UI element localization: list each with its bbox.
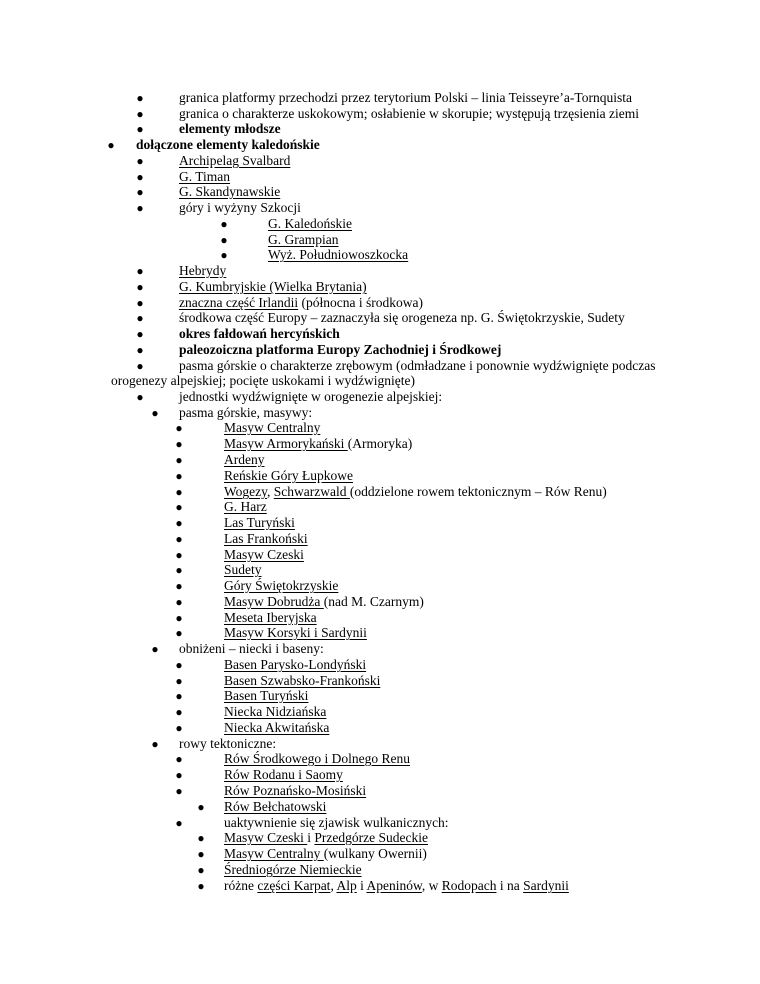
link-text[interactable]: Wyż. Południowoszkocka [268, 247, 409, 262]
list-item [179, 326, 340, 342]
list-item [179, 90, 632, 106]
item-text: (północna i środkowa) [298, 295, 424, 310]
bullet-icon: ● [175, 548, 183, 562]
bullet-icon: ● [197, 800, 205, 814]
bullet-icon: ● [220, 217, 228, 231]
list-item [179, 641, 324, 657]
list-item [179, 106, 639, 122]
link-text[interactable]: Basen Szwabsko-Frankoński [224, 673, 381, 688]
bullet-icon: ● [136, 154, 144, 168]
item-text: i [356, 878, 367, 893]
list-item [268, 216, 352, 232]
list-item [224, 562, 262, 578]
bullet-icon: ● [197, 831, 205, 845]
link-text[interactable]: G. Kaledońskie [268, 216, 352, 231]
bullet-icon: ● [175, 721, 183, 735]
item-text: okres fałdowań hercyńskich [179, 326, 340, 341]
link-text[interactable]: Basen Turyński [224, 688, 309, 703]
bullet-icon: ● [175, 485, 183, 499]
bullet-icon: ● [151, 406, 159, 420]
bullet-icon: ● [175, 421, 183, 435]
item-text: góry i wyżyny Szkocji [179, 200, 301, 215]
link-text[interactable]: Rodopach [441, 878, 497, 893]
bullet-icon: ● [175, 626, 183, 640]
list-item [179, 169, 230, 185]
link-text[interactable]: Ardeny [224, 452, 265, 467]
link-text[interactable]: Archipelag Svalbard [179, 153, 291, 168]
list-item [179, 310, 625, 326]
item-text: elementy młodsze [179, 121, 281, 136]
bullet-icon: ● [136, 107, 144, 121]
link-text[interactable]: Hebrydy [179, 263, 227, 278]
item-text: granica platformy przechodzi przez terytorium Polski – linia Teisseyre’a-Tornquista [179, 90, 632, 105]
bullet-icon: ● [136, 170, 144, 184]
item-text: paleozoiczna platforma Europy Zachodniej i Środkowej [179, 342, 502, 357]
bullet-icon: ● [175, 816, 183, 830]
link-text[interactable]: Masyw Czeski [224, 830, 308, 845]
bullet-icon: ● [175, 437, 183, 451]
item-text: , [330, 878, 337, 893]
link-text[interactable]: Apeninów [366, 878, 422, 893]
list-item [224, 688, 308, 704]
bullet-icon: ● [175, 705, 183, 719]
list-item [111, 373, 415, 389]
link-text[interactable]: G. Timan [179, 169, 231, 184]
list-item [224, 783, 366, 799]
bullet-icon: ● [136, 311, 144, 325]
bullet-icon: ● [107, 138, 115, 152]
list-item [224, 610, 317, 626]
item-text: pasma górskie o charakterze zrębowym (odmładzane i ponownie wydźwignięte podczas [179, 358, 656, 373]
bullet-icon: ● [136, 343, 144, 357]
list-item [179, 121, 281, 137]
list-item [179, 405, 312, 421]
bullet-icon: ● [175, 768, 183, 782]
bullet-icon: ● [136, 185, 144, 199]
link-text[interactable]: Wogezy [224, 484, 268, 499]
list-item [224, 830, 428, 846]
list-item [224, 862, 362, 878]
bullet-icon: ● [175, 579, 183, 593]
item-text: (Armoryka) [347, 436, 413, 451]
item-text: uaktywnienie się zjawisk wulkanicznych: [224, 815, 449, 830]
list-item [224, 420, 320, 436]
list-item [224, 484, 607, 500]
link-text[interactable]: Reńskie Góry Łupkowe [224, 468, 353, 483]
list-item [224, 515, 295, 531]
link-text[interactable]: Średniogórze Niemieckie [224, 862, 362, 877]
bullet-icon: ● [175, 563, 183, 577]
bullet-icon: ● [136, 280, 144, 294]
item-text: , [267, 484, 274, 499]
link-text[interactable]: Masyw Centralny [224, 420, 321, 435]
bullet-icon: ● [220, 248, 228, 262]
link-text[interactable]: Przedgórze Sudeckie [314, 830, 428, 845]
list-item [179, 358, 655, 374]
list-item [224, 594, 424, 610]
bullet-icon: ● [197, 879, 205, 893]
item-text: dołączone elementy kaledońskie [136, 137, 320, 152]
bullet-icon: ● [136, 264, 144, 278]
link-text[interactable]: Las Turyński [224, 515, 295, 530]
link-text[interactable]: Niecka Nidziańska [224, 704, 327, 719]
bullet-icon: ● [175, 532, 183, 546]
bullet-icon: ● [136, 296, 144, 310]
list-item [224, 815, 449, 831]
bullet-icon: ● [175, 674, 183, 688]
item-text: pasma górskie, masywy: [179, 405, 313, 420]
list-item [224, 578, 338, 594]
link-text[interactable]: G. Grampian [268, 232, 339, 247]
link-text[interactable]: Schwarzwald [273, 484, 350, 499]
link-text[interactable]: Rów Poznańsko-Mosiński [224, 783, 367, 798]
link-text[interactable]: znaczna część Irlandii [179, 295, 299, 310]
list-item [179, 200, 301, 216]
bullet-icon: ● [175, 469, 183, 483]
list-item [224, 625, 367, 641]
item-text: rowy tektoniczne: [179, 736, 277, 751]
link-text[interactable]: Rów Bełchatowski [224, 799, 327, 814]
bullet-icon: ● [136, 359, 144, 373]
list-item [224, 751, 410, 767]
bullet-icon: ● [175, 516, 183, 530]
bullet-icon: ● [175, 611, 183, 625]
item-text: i na [496, 878, 524, 893]
bullet-icon: ● [175, 658, 183, 672]
link-text[interactable]: Masyw Czeski [224, 547, 304, 562]
list-item [179, 295, 423, 311]
list-item [224, 878, 569, 894]
list-item [224, 468, 353, 484]
link-text[interactable]: G. Skandynawskie [179, 184, 281, 199]
bullet-icon: ● [136, 390, 144, 404]
link-text[interactable]: części Karpat [257, 878, 331, 893]
item-text: i [307, 830, 315, 845]
list-item [179, 342, 501, 358]
list-item [179, 389, 442, 405]
link-text[interactable]: Rów Środkowego i Dolnego Renu [224, 751, 410, 766]
list-item [224, 846, 427, 862]
link-text[interactable]: Meseta Iberyjska [224, 610, 317, 625]
bullet-icon: ● [136, 91, 144, 105]
link-text[interactable]: Rów Rodanu i Saomy [224, 767, 343, 782]
bullet-icon: ● [136, 327, 144, 341]
item-text: (wulkany Owernii) [323, 846, 427, 861]
link-text[interactable]: Masyw Dobrudża [224, 594, 324, 609]
list-item [268, 247, 408, 263]
link-text[interactable]: Sudety [224, 562, 262, 577]
item-text: środkowa część Europy – zaznaczyła się orogeneza np. G. Świętokrzyskie, Sudety [179, 310, 625, 325]
list-item [268, 232, 338, 248]
item-text: granica o charakterze uskokowym; osłabienie w skorupie; występują trzęsienia ziemi [179, 106, 639, 121]
bullet-icon: ● [151, 737, 159, 751]
item-text: różne [224, 878, 258, 893]
link-text[interactable]: Masyw Korsyki i Sardynii [224, 625, 367, 640]
bullet-icon: ● [175, 752, 183, 766]
item-text: (nad M. Czarnym) [323, 594, 424, 609]
list-item [224, 657, 366, 673]
list-item [224, 547, 304, 563]
bullet-icon: ● [175, 500, 183, 514]
list-item [224, 499, 267, 515]
link-text[interactable]: Alp [336, 878, 357, 893]
list-item [224, 436, 412, 452]
bullet-icon: ● [175, 453, 183, 467]
list-item [224, 799, 326, 815]
link-text[interactable]: Sardynii [523, 878, 569, 893]
list-item [179, 263, 226, 279]
link-text[interactable]: Masyw Armorykański [224, 436, 348, 451]
item-text: (oddzielone rowem tektonicznym – Rów Renu) [349, 484, 607, 499]
bullet-icon: ● [151, 642, 159, 656]
bullet-icon: ● [197, 863, 205, 877]
item-text: orogenezy alpejskiej; pocięte uskokami i wydźwignięte) [111, 373, 416, 388]
link-text[interactable]: Basen Parysko-Londyński [224, 657, 367, 672]
list-item [224, 720, 329, 736]
list-item [224, 704, 326, 720]
item-text: jednostki wydźwignięte w orogenezie alpejskiej: [179, 389, 443, 404]
link-text[interactable]: G. Harz [224, 499, 267, 514]
list-item [136, 137, 320, 153]
list-item [224, 673, 380, 689]
list-item [179, 279, 367, 295]
list-item [224, 531, 308, 547]
bullet-icon: ● [175, 784, 183, 798]
link-text[interactable]: Masyw Centralny [224, 846, 324, 861]
bullet-icon: ● [136, 122, 144, 136]
list-item [224, 452, 265, 468]
bullet-icon: ● [175, 689, 183, 703]
link-text[interactable]: Niecka Akwitańska [224, 720, 330, 735]
item-text: , w [421, 878, 442, 893]
list-item [179, 153, 290, 169]
list-item [224, 767, 343, 783]
bullet-icon: ● [197, 847, 205, 861]
bullet-icon: ● [175, 595, 183, 609]
link-text[interactable]: Góry Świętokrzyskie [224, 578, 339, 593]
item-text: obniżeni – niecki i baseny: [179, 641, 324, 656]
link-text[interactable]: Las Frankoński [224, 531, 308, 546]
list-item [179, 736, 276, 752]
bullet-icon: ● [220, 233, 228, 247]
bullet-icon: ● [136, 201, 144, 215]
link-text[interactable]: G. Kumbryjskie (Wielka Brytania) [179, 279, 367, 294]
list-item [179, 184, 280, 200]
